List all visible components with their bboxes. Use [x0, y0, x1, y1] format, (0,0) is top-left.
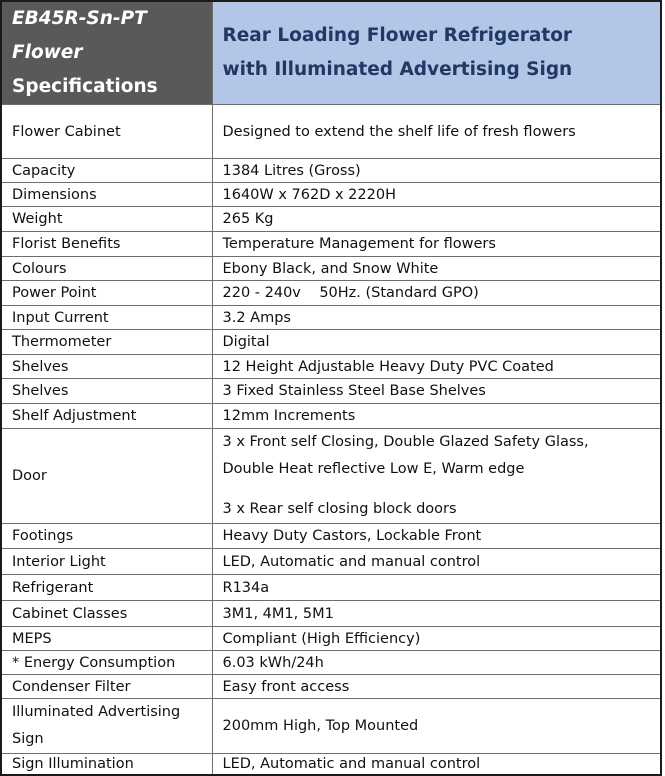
table-row: [1, 257, 661, 281]
spec-value: 1640W x 762D x 2220H: [212, 183, 661, 207]
table-row: [1, 281, 661, 306]
door-line: 3 x Rear self closing block doors: [222, 501, 457, 517]
table-row: [1, 627, 661, 651]
table-row: [1, 549, 661, 575]
spec-label-line: Illuminated Advertising: [12, 704, 181, 720]
table-row: [1, 675, 661, 699]
table-row: [1, 105, 661, 159]
table-row: [1, 699, 661, 754]
spec-value: LED, Automatic and manual control: [212, 754, 661, 776]
table-row: [1, 306, 661, 330]
product-title-line2: with Illuminated Advertising Sign: [222, 59, 573, 80]
table-row: [1, 183, 661, 207]
spec-value: 200mm High, Top Mounted: [212, 699, 661, 754]
spec-label: Shelves: [1, 379, 212, 404]
spec-value: Temperature Management for flowers: [212, 232, 661, 257]
model-name: EB45R-Sn-PT Flower: [12, 8, 147, 63]
door-line: 3 x Front self Closing, Double Glazed Safety Glass,: [222, 434, 589, 450]
spec-value: Designed to extend the shelf life of fresh flowers: [212, 105, 661, 159]
spec-label: Flower Cabinet: [1, 105, 212, 159]
spec-value: 1384 Litres (Gross): [212, 159, 661, 183]
spec-value: 3 Fixed Stainless Steel Base Shelves: [212, 379, 661, 404]
spec-label: Refrigerant: [1, 575, 212, 601]
spec-label: Input Current: [1, 306, 212, 330]
table-row: [1, 232, 661, 257]
spec-value: Easy front access: [212, 675, 661, 699]
spec-value: 12 Height Adjustable Heavy Duty PVC Coated: [212, 355, 661, 379]
spec-value: LED, Automatic and manual control: [212, 549, 661, 575]
spec-value: 265 Kg: [212, 207, 661, 232]
spec-label: Colours: [1, 257, 212, 281]
product-title-line1: Rear Loading Flower Refrigerator: [222, 25, 573, 46]
spec-label: Footings: [1, 524, 212, 549]
spec-value: 6.03 kWh/24h: [212, 651, 661, 675]
table-row: [1, 379, 661, 404]
spec-value: Compliant (High Efficiency): [212, 627, 661, 651]
table-row: [1, 524, 661, 549]
spec-label: MEPS: [1, 627, 212, 651]
door-line: Double Heat reflective Low E, Warm edge: [222, 461, 525, 477]
spec-value: [212, 429, 661, 524]
spec-label: Shelves: [1, 355, 212, 379]
spec-value: 12mm Increments: [212, 404, 661, 429]
spec-label: Interior Light: [1, 549, 212, 575]
table-row: [1, 330, 661, 355]
table-row: [1, 575, 661, 601]
spec-label: Thermometer: [1, 330, 212, 355]
table-row: [1, 754, 661, 776]
table-row: [1, 159, 661, 183]
spec-value: Digital: [212, 330, 661, 355]
spec-label: Dimensions: [1, 183, 212, 207]
table-row: [1, 355, 661, 379]
spec-label: [1, 699, 212, 754]
spec-label-line: Sign: [12, 731, 44, 747]
spec-value: R134a: [212, 575, 661, 601]
spec-value: 3M1, 4M1, 5M1: [212, 601, 661, 627]
spec-value: Heavy Duty Castors, Lockable Front: [212, 524, 661, 549]
spec-label: Weight: [1, 207, 212, 232]
specifications-label: Specifications: [12, 76, 158, 97]
table-row: [1, 207, 661, 232]
spec-label: Power Point: [1, 281, 212, 306]
spec-label: * Energy Consumption: [1, 651, 212, 675]
spec-value: Ebony Black, and Snow White: [212, 257, 661, 281]
spec-label: Capacity: [1, 159, 212, 183]
spec-value: 220 - 240v 50Hz. (Standard GPO): [212, 281, 661, 306]
title-header-cell: [212, 1, 661, 105]
spec-value: 3.2 Amps: [212, 306, 661, 330]
spec-label: Cabinet Classes: [1, 601, 212, 627]
table-row: [1, 651, 661, 675]
spec-label: Condenser Filter: [1, 675, 212, 699]
model-header-cell: [1, 1, 212, 105]
header-row: [1, 1, 661, 105]
table-row: [1, 601, 661, 627]
spec-label: Shelf Adjustment: [1, 404, 212, 429]
spec-label: Door: [1, 429, 212, 524]
table-row: [1, 429, 661, 524]
spec-label: Sign Illumination: [1, 754, 212, 776]
spec-label: Florist Benefits: [1, 232, 212, 257]
table-row: [1, 404, 661, 429]
